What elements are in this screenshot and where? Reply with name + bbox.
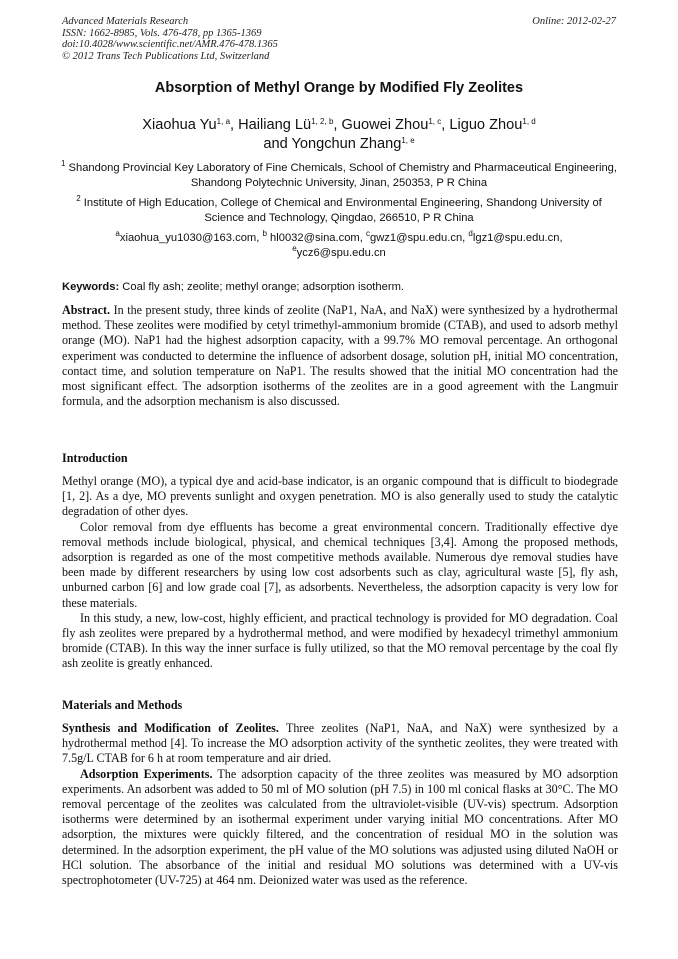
email-link[interactable]: ycz6@spu.edu.cn xyxy=(296,247,386,259)
paragraph: Three zeolites (NaP1, NaA, and NaX) were synthesized by a hydrothermal method [4]. To increase the MO adsorption activity of the synthetic zeolites, they were treated with 7.5g/L CTAB for 6 h at room temperature and air dried. xyxy=(62,721,618,766)
abstract-text: In the present study, three kinds of zeolite (NaP1, NaA, and NaX) were synthesized by a hydrothermal method. These zeolites were modified by cetyl trimethyl-ammonium bromide (CTAB), and used to adsorb methyl orange (MO). NaP1 had the highest adsorption capacity, with a 99.7% MO removal percentage. An orthogonal experiment was conducted to determine the influence of adsorbent dosage, solution pH, initial MO concentration, contact time, and solution temperature on NaP1. The results showed that the initial MO concentration had the most significant effect. The adsorption isotherms of the zeolites are in a good agreement with the Langmuir formula, and the adsorption mechanism is also discussed. xyxy=(62,303,618,409)
author-name: Guowei Zhou xyxy=(341,117,429,133)
email-key: c xyxy=(365,229,370,238)
section-heading-methods: Materials and Methods xyxy=(62,698,183,712)
issn-line: ISSN: 1662-8985, Vols. 476-478, pp 1365-1369 xyxy=(62,27,262,39)
email-link[interactable]: hl0032@sina.com, xyxy=(270,232,366,244)
abstract xyxy=(62,303,618,409)
email-link[interactable]: lgz1@spu.edu.cn, xyxy=(472,232,563,244)
subsection-label: Synthesis and Modification of Zeolites. xyxy=(62,721,279,735)
doi-line: doi:10.4028/www.scientific.net/AMR.476-478.1365 xyxy=(62,39,278,51)
author-superscript: 1, 2, b xyxy=(311,117,334,126)
introduction-body xyxy=(62,474,618,672)
author-name: Liguo Zhou xyxy=(449,117,523,133)
online-date: Online: 2012-02-27 xyxy=(532,16,616,27)
author-separator: , xyxy=(333,117,342,133)
paragraph: Color removal from dye effluents has become a great environmental concern. Traditionally effective dye removal methods include biological, physical, and chemical techniques [3,4]. Among the proposed methods, adsorption is regarded as one of the most competitive methods available. Numerous dye removal studies have been made by different researchers by using low cost adsorbents such as clay, agricultural waste [5], fly ash, unburned carbon [6] and low grade coal [7], as adsorbents. Nevertheless, the adsorption capacity is very low for these materials. xyxy=(62,519,618,610)
author-conjunction: and xyxy=(263,136,292,152)
keywords xyxy=(62,281,618,293)
author-list xyxy=(40,116,638,154)
author-separator: , xyxy=(230,117,239,133)
methods-body xyxy=(62,721,618,888)
author-name: Xiaohua Yu xyxy=(142,117,217,133)
email-link[interactable]: gwz1@spu.edu.cn, xyxy=(369,232,469,244)
author-separator: , xyxy=(441,117,450,133)
author-superscript: 1, a xyxy=(216,117,231,126)
paragraph: The adsorption capacity of the three zeolites was measured by MO adsorption experiments. An adsorbent was added to 50 ml of MO solution (pH 7.5) in 100 ml conical flasks at 30°C. The MO removal percentage of the zeolites was calculated from the ultraviolet-visible (UV-vis) spectrum. Adsorption isotherms were determined by an isothermal experiment under varying initial MO concentrations. After MO adsorption, the mixtures were quickly filtered, and the concentration of residual MO in the solution was determined. In the adsorption experiment, the pH value of the MO solutions was adjusted using diluted NaOH or HCl solution. The absorbance of the initial and residual MO solutions was determined with a UV-vis spectrophotometer (UV-725) at 464 nm. Deionized water was used as the reference. xyxy=(62,766,618,888)
paper-title: Absorption of Methyl Orange by Modified Fly Zeolites xyxy=(154,80,524,96)
keywords-label: Keywords: xyxy=(62,281,120,293)
email-key: e xyxy=(292,244,297,253)
subsection-label: Adsorption Experiments. xyxy=(80,766,213,781)
affiliation-text: Institute of High Education, College of Chemical and Environmental Engineering, Shandong University of Science and Technology, Qingdao, 266510, P R China xyxy=(83,197,602,224)
author-name: Yongchun Zhang xyxy=(291,136,402,152)
email-key: d xyxy=(468,229,473,238)
affiliation-1 xyxy=(60,161,618,191)
journal-name: Advanced Materials Research xyxy=(62,16,189,27)
email-key: b xyxy=(262,229,267,238)
paragraph: Methyl orange (MO), a typical dye and acid-base indicator, is an organic compound that is difficult to biodegrade [1, 2]. As a dye, MO prevents sunlight and oxygen penetration. MO is also generally used to study the catalytic degradation of other dyes. xyxy=(62,474,618,519)
section-heading-introduction: Introduction xyxy=(62,451,128,465)
journal-header xyxy=(62,16,278,62)
author-name: Hailiang Lü xyxy=(238,117,312,133)
abstract-label: Abstract. xyxy=(62,303,111,317)
keywords-text: Coal fly ash; zeolite; methyl orange; adsorption isotherm. xyxy=(119,281,405,293)
email-key: a xyxy=(115,229,120,238)
author-superscript: 1, e xyxy=(401,136,415,145)
email-link[interactable]: xiaohua_yu1030@163.com, xyxy=(119,232,263,244)
paragraph: In this study, a new, low-cost, highly efficient, and practical technology is provided for MO degradation. Coal fly ash zeolites were prepared by a hydrothermal method, and were modified by hexadecyl trimethyl ammonium bromide (CTAB). In this way the inner surface is fully utilized, so that the MO removal percentage by the coal fly ash zeolite is greatly enhanced. xyxy=(62,610,618,671)
copyright-line: © 2012 Trans Tech Publications Ltd, Switzerland xyxy=(62,50,270,62)
email-list xyxy=(60,231,618,261)
affiliation-number: 2 xyxy=(76,194,81,203)
author-superscript: 1, d xyxy=(522,117,536,126)
affiliation-2 xyxy=(60,196,618,226)
author-superscript: 1, c xyxy=(428,117,442,126)
affiliation-number: 1 xyxy=(60,159,66,168)
affiliation-text: Shandong Provincial Key Laboratory of Fine Chemicals, School of Chemistry and Pharmaceutical Engineering, Shandong Polytechnic University, Jinan, 250353, P R China xyxy=(68,162,618,189)
